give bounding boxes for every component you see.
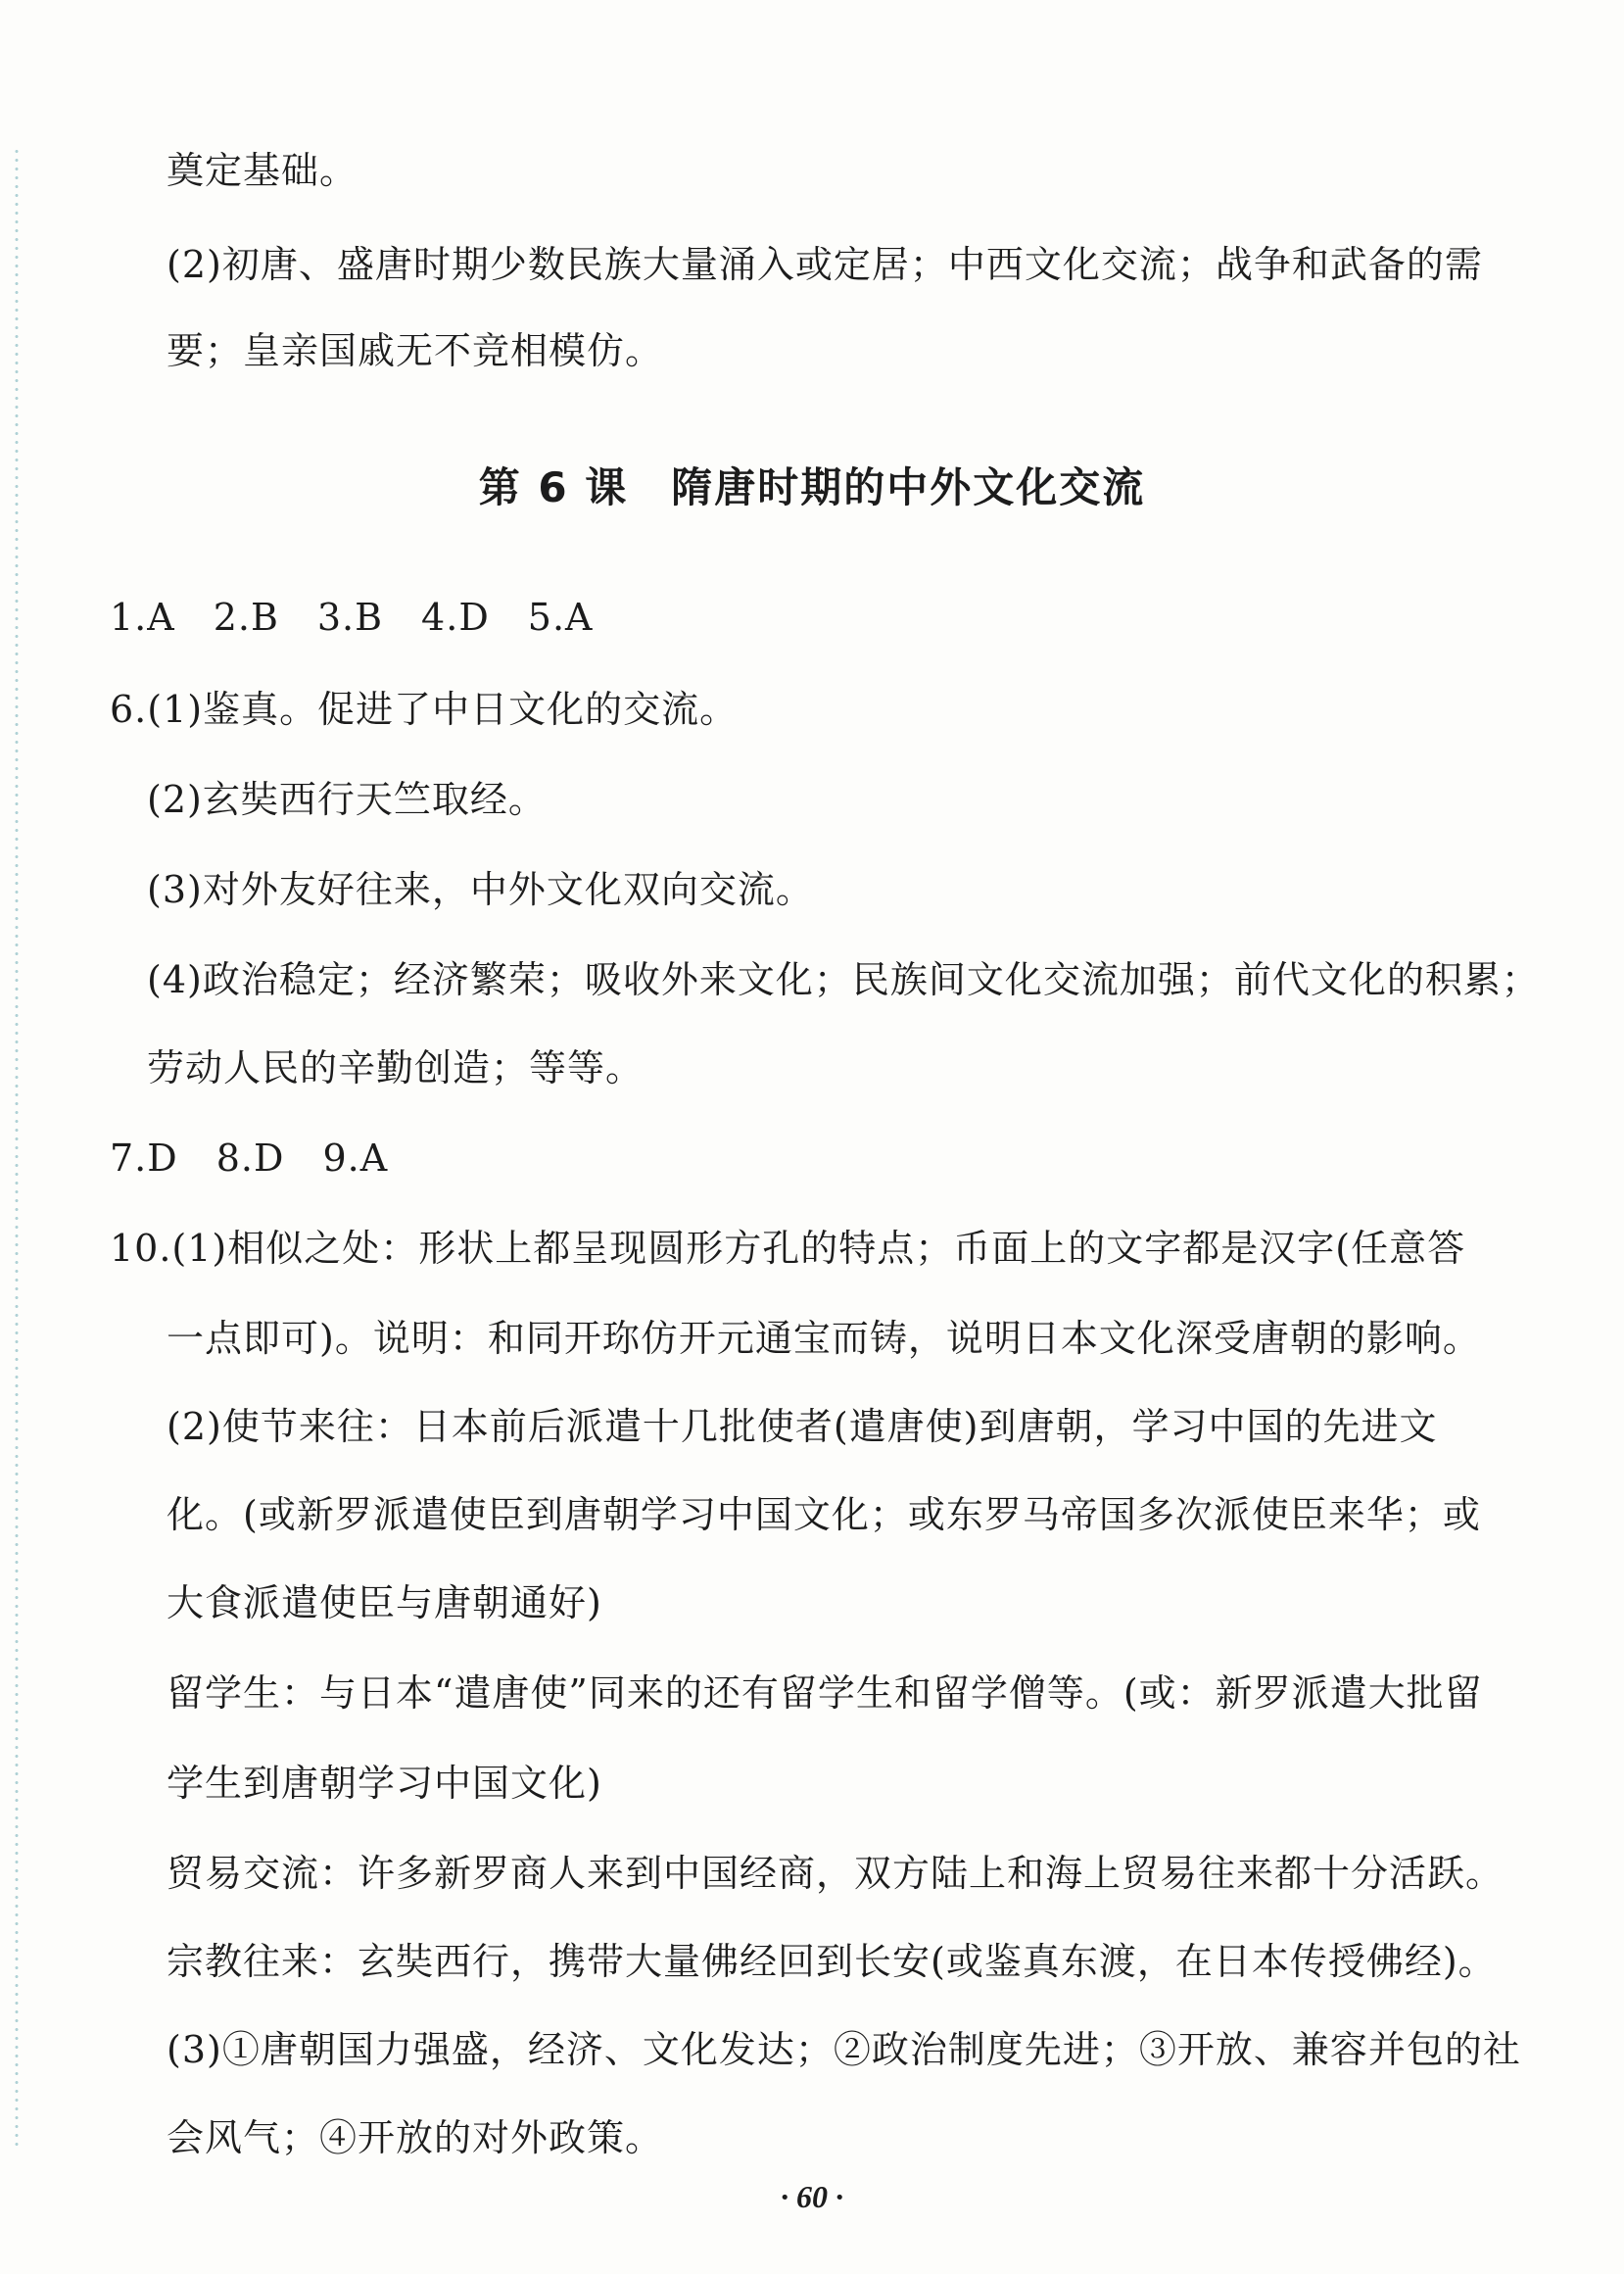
answer-line: (4)政治稳定；经济繁荣；吸收外来文化；民族间文化交流加强；前代文化的积累； bbox=[147, 958, 1540, 1001]
answer-line: 学生到唐朝学习中国文化) bbox=[167, 1762, 602, 1805]
answer-line: 10.(1)相似之处：形状上都呈现圆形方孔的特点；币面上的文字都是汉字(任意答 bbox=[110, 1227, 1466, 1270]
text-line: (2)初唐、盛唐时期少数民族大量涌入或定居；中西文化交流；战争和武备的需 bbox=[167, 243, 1483, 286]
answer-line: 大食派遣使臣与唐朝通好) bbox=[167, 1581, 602, 1624]
answer-line: 宗教往来：玄奘西行，携带大量佛经回到长安(或鉴真东渡，在日本传授佛经)。 bbox=[167, 1940, 1497, 1983]
answer-line: (2)使节来往：日本前后派遣十几批使者(遣唐使)到唐朝，学习中国的先进文 bbox=[167, 1405, 1438, 1448]
answer-line: (2)玄奘西行天竺取经。 bbox=[147, 778, 547, 821]
answer-line: 化。(或新罗派遣使臣到唐朝学习中国文化；或东罗马帝国多次派使臣来华；或 bbox=[167, 1493, 1481, 1536]
binding-margin-dots bbox=[14, 147, 20, 2146]
answer-line: 留学生：与日本“遣唐使”同来的还有留学生和留学僧等。(或：新罗派遣大批留 bbox=[167, 1671, 1483, 1715]
text-line: 要；皇亲国戚无不竞相模仿。 bbox=[167, 329, 664, 372]
text-line: 奠定基础。 bbox=[167, 149, 358, 192]
answer-line: 会风气；④开放的对外政策。 bbox=[167, 2116, 664, 2159]
answer-line: 6.(1)鉴真。促进了中日文化的交流。 bbox=[110, 688, 739, 731]
answer-line: 7.D 8.D 9.A bbox=[110, 1137, 389, 1180]
answer-line: 1.A 2.B 3.B 4.D 5.A bbox=[110, 596, 594, 639]
answer-line: 贸易交流：许多新罗商人来到中国经商，双方陆上和海上贸易往来都十分活跃。 bbox=[167, 1852, 1505, 1895]
page-number: · 60 · bbox=[781, 2179, 843, 2214]
section-title: 第 6 课 隋唐时期的中外文化交流 bbox=[478, 463, 1146, 511]
answer-line: (3)①唐朝国力强盛，经济、文化发达；②政治制度先进；③开放、兼容并包的社 bbox=[167, 2028, 1521, 2071]
answer-line: (3)对外友好往来，中外文化双向交流。 bbox=[147, 868, 814, 911]
answer-line: 一点即可)。说明：和同开珎仿开元通宝而铸，说明日本文化深受唐朝的影响。 bbox=[167, 1317, 1481, 1360]
answer-line: 劳动人民的辛勤创造；等等。 bbox=[147, 1046, 645, 1089]
